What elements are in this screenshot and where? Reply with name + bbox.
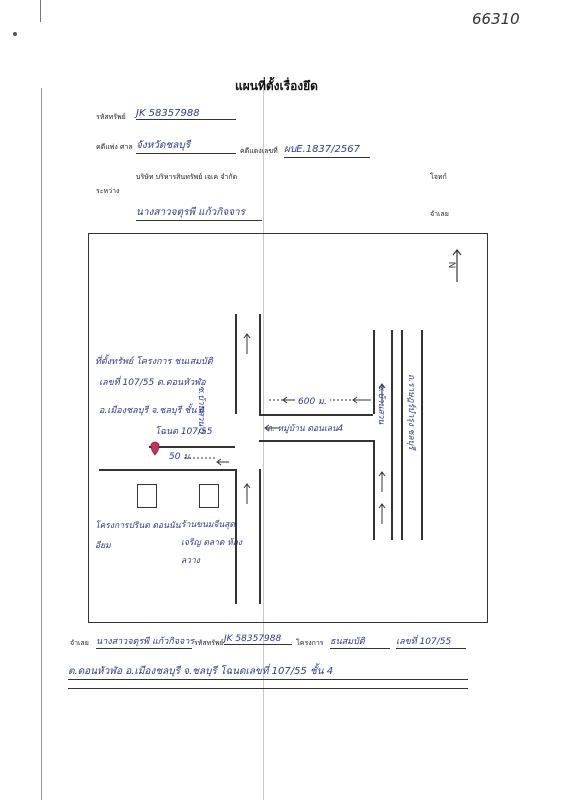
landmark-right-label: ร้านขนมจีนสุด เจริญ ตลาด ห้อง ลวาง [181,520,242,566]
asset-code-value: JK 58357988 [136,108,236,120]
footer-project-label: โครงการ [296,639,324,647]
main-road-label: ถ.ราษฎร์บำรุง ชลบุรี [406,374,416,450]
footer-project: ธนสมบัติ [330,634,390,649]
between-label: ระหว่าง [96,187,120,195]
footer-defendant-name: นางสาวจตุรพี แก้วกิจจาร [96,634,192,649]
soi-right-label: ซ.บ้านสวน [376,384,386,425]
property-note-line2: เลขที่ 107/55 ต.ดอนหัวฬ่อ [99,378,206,388]
landmark-left-label: โครงการปรินต ดอนนันอียม [95,521,181,551]
case-number-label: คดีแดงเลขที่ [240,147,278,155]
property-pin-icon [151,442,159,455]
defendant-name: นางสาวจตุรพี แก้วกิจจาร [136,205,262,221]
footer-asset-label: รหัสทรัพย์ [194,639,224,647]
footer-address-line: ต.ดอนหัวฬ่อ อ.เมืองชลบุรี จ.ชลบุรี โฉนดเลขที่ 107/55 ชั้น 4 [68,664,468,680]
plaintiff-company: บริษัท บริหารสินทรัพย์ เจเค จำกัด [136,173,238,181]
location-map [88,233,488,623]
village-road-label: ถ. หมู่บ้าน ดอนเลน4 [267,424,344,434]
property-note-line3: อ.เมืองชลบุรี จ.ชลบุรี ชั้น 4 [99,406,206,416]
court-label: คดีแพ่ง ศาล [96,143,133,151]
court-value: จังหวัดชลบุรี [136,138,236,154]
asset-code-label: รหัสทรัพย์ [96,113,126,121]
soi-left-label: ซ.บ้านสวน 5 [196,386,206,435]
landmark-left-square [137,484,157,508]
footer-asset-code: JK 58357988 [224,634,292,645]
north-label: N [448,261,459,269]
property-note-line4: โฉนด 107/55 [155,427,213,437]
distance-50m: 50 ม. [169,452,193,462]
plaintiff-label: โจทก์ [430,173,447,181]
landmark-right-square [199,484,219,508]
page-title: แผนที่ตั้งเรื่องยึด [235,79,318,93]
footer-defendant-label: จำเลย [70,639,89,647]
footer-house-number: เลขที่ 107/55 [396,634,466,649]
case-number-value: ผบE.1837/2567 [284,142,370,158]
page-margin-line [41,88,42,800]
footer-underline-2 [68,688,468,689]
property-note-line1: ที่ตั้งทรัพย์ โครงการ ชนเสมบัติ [95,357,213,367]
defendant-label: จำเลย [430,210,449,218]
page-number: 66310 [472,10,520,28]
distance-600m: 600 ม. [295,394,330,408]
page-left-mark [40,0,41,22]
page-corner-mark [13,32,17,36]
